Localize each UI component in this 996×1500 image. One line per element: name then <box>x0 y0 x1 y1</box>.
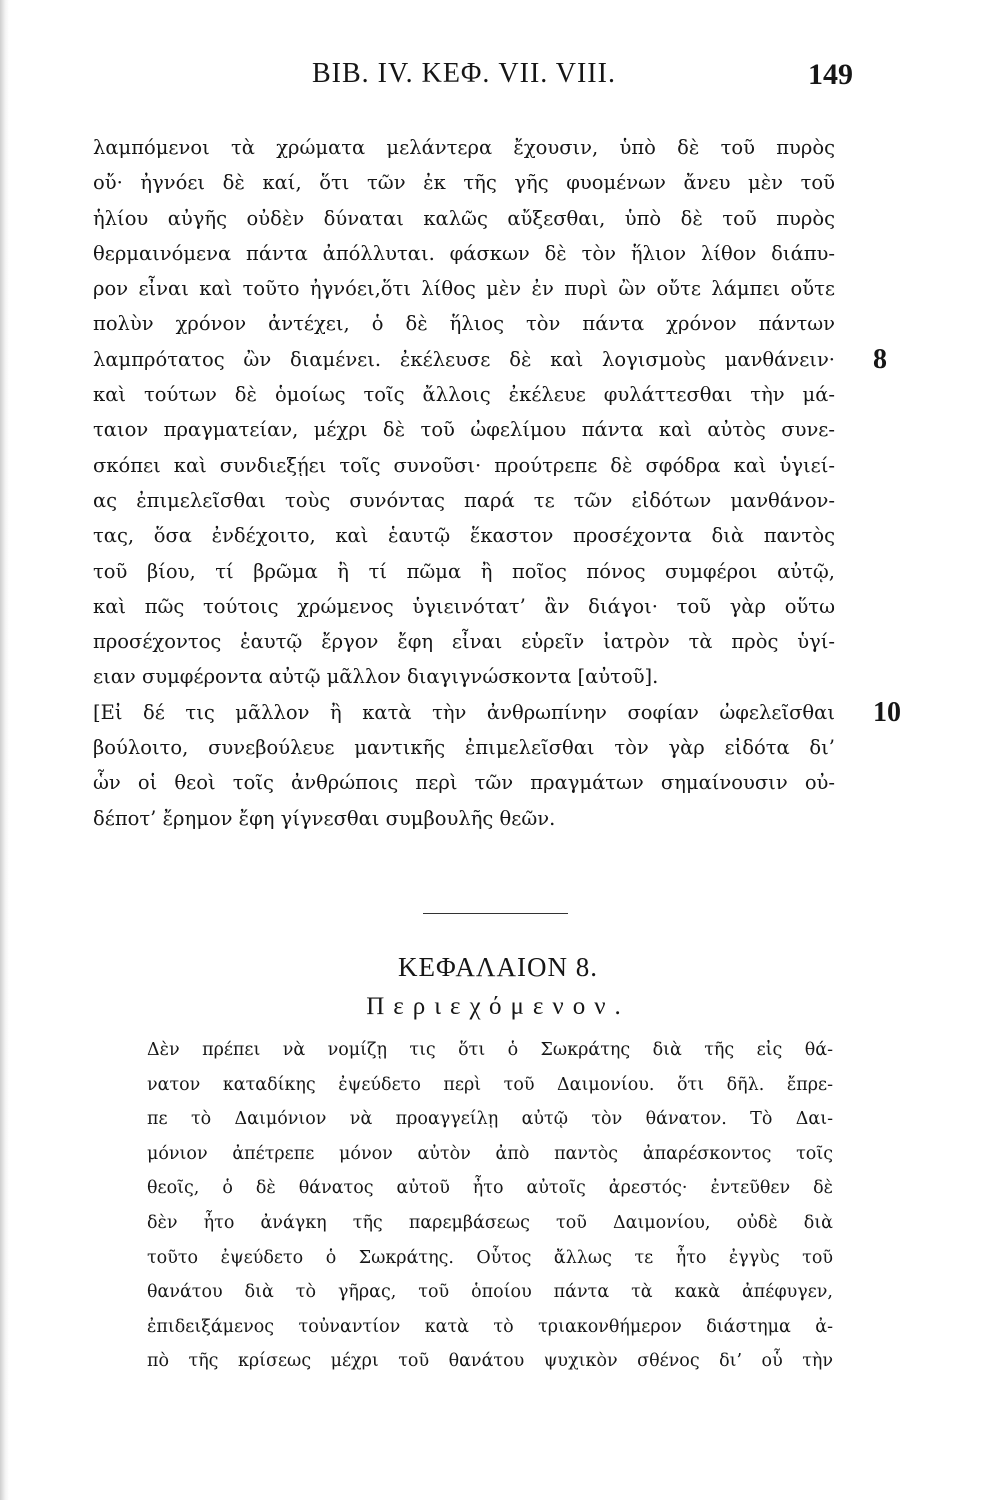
text-line: ας ἐπιμελεῖσθαι τοὺς συνόντας παρά τε τῶν εἰδότων μανθάνον- <box>93 488 835 512</box>
summary-line: τοῦτο ἐψεύδετο ὁ Σωκράτης. Οὗτος ἄλλως τε ἦτο ἐγγὺς τοῦ <box>147 1247 833 1268</box>
text-line: προσέχοντος ἑαυτῷ ἔργον ἔφη εἶναι εὑρεῖν ἰατρὸν τὰ πρὸς ὑγί- <box>93 630 835 654</box>
text-line: ἡλίου αὐγῆς οὐδὲν δύναται καλῶς αὔξεσθαι, ὑπὸ δὲ τοῦ πυρὸς <box>93 206 835 230</box>
main-text <box>93 130 901 836</box>
summary-line: πε τὸ Δαιμόνιον νὰ προαγγείλῃ αὐτῷ τὸν θάνατον. Τὸ Δαι- <box>147 1109 833 1130</box>
section-number-10: 10 <box>873 696 901 728</box>
summary-line: νατον καταδίκης ἐψεύδετο περὶ τοῦ Δαιμονίου. ὅτι δῆλ. ἔπρε- <box>147 1074 833 1095</box>
text-line: λαμπρότατος ὢν διαμένει. ἐκέλευσε δὲ καὶ λογισμοὺς μανθάνειν· <box>93 347 835 371</box>
chapter-title: ΚΕΦΑΛΑΙΟΝ 8. <box>398 952 598 982</box>
text-line: λαμπόμενοι τὰ χρώματα μελάντερα ἔχουσιν, ὑπὸ δὲ τοῦ πυρὸς <box>93 136 835 159</box>
summary-line: μόνιον ἀπέτρεπε μόνον αὐτὸν ἀπὸ παντὸς ἀπαρέσκοντος τοῖς <box>147 1143 833 1164</box>
text-line: ειαν συμφέροντα αὐτῷ μᾶλλον διαγιγνώσκοντα [αὐτοῦ]. <box>93 665 659 689</box>
text-line: δέποτ’ ἔρημον ἔφη γίγνεσθαι συμβουλῆς θεῶν. <box>93 806 556 830</box>
summary-line: δὲν ἦτο ἀνάγκη τῆς παρεμβάσεως τοῦ Δαιμονίου, οὐδὲ διὰ <box>147 1212 833 1233</box>
text-line: καὶ τούτων δὲ ὁμοίως τοῖς ἄλλοις ἐκέλευε φυλάττεσθαι τὴν μά- <box>93 383 835 407</box>
section-number-8: 8 <box>873 343 887 375</box>
section-divider <box>423 913 568 914</box>
text-line: ταιον πραγματείαν, μέχρι δὲ τοῦ ὠφελίμου πάντα καὶ αὐτὸς συνε- <box>93 418 835 442</box>
text-line: σκόπει καὶ συνδιεξῄει τοῖς συνοῦσι· προύτρεπε δὲ σφόδρα καὶ ὑγιεί- <box>93 453 835 477</box>
page-number: 149 <box>808 58 853 91</box>
summary-line: ἐπιδειξάμενος τοὐναντίον κατὰ τὸ τριακονθήμερον διάστημα ἀ- <box>147 1316 833 1337</box>
text-line: οὔ· ἠγνόει δὲ καί, ὅτι τῶν ἐκ τῆς γῆς φυομένων ἄνευ μὲν τοῦ <box>93 171 835 195</box>
text-line: πολὺν χρόνον ἀντέχει, ὁ δὲ ἥλιος τὸν πάντα χρόνον πάντων <box>93 312 835 336</box>
text-line: [Εἰ δέ τις μᾶλλον ἢ κατὰ τὴν ἀνθρωπίνην σοφίαν ὠφελεῖσθαι <box>93 700 835 724</box>
text-line: καὶ πῶς τούτοις χρώμενος ὑγιεινότατ’ ἂν διάγοι· τοῦ γὰρ οὕτω <box>93 594 835 618</box>
text-line: θερμαινόμενα πάντα ἀπόλλυται. φάσκων δὲ τὸν ἥλιον λίθον διάπυ- <box>93 241 835 265</box>
summary-line: πὸ τῆς κρίσεως μέχρι τοῦ θανάτου ψυχικὸν σθένος δι’ οὗ τὴν <box>147 1351 833 1372</box>
text-line-section-8 <box>93 342 887 377</box>
page-edge-shadow <box>0 0 9 1500</box>
text-line: τοῦ βίου, τί βρῶμα ἢ τί πῶμα ἢ ποῖος πόνος συμφέροι αὐτῷ, <box>93 559 835 583</box>
chapter-subtitle: Περιεχόμενον. <box>366 993 630 1020</box>
text-line: τας, ὅσα ἐνδέχοιτο, καὶ ἑαυτῷ ἕκαστον προσέχοντα διὰ παντὸς <box>93 524 835 548</box>
text-line: ρον εἶναι καὶ τοῦτο ἠγνόει,ὅτι λίθος μὲν ἐν πυρὶ ὢν οὔτε λάμπει οὔτε <box>93 277 835 301</box>
text-line: ὧν οἱ θεοὶ τοῖς ἀνθρώποις περὶ τῶν πραγμάτων σημαίνουσιν οὐ- <box>93 771 835 795</box>
text-line: βούλοιτο, συνεβούλευε μαντικῆς ἐπιμελεῖσθαι τὸν γὰρ εἰδότα δι’ <box>93 736 835 760</box>
summary-line: Δὲν πρέπει νὰ νομίζῃ τις ὅτι ὁ Σωκράτης διὰ τῆς εἰς θά- <box>147 1040 833 1060</box>
running-head: BIB. IV. ΚΕΦ. VII. VIII. <box>312 58 616 89</box>
summary-line: θανάτου διὰ τὸ γῆρας, τοῦ ὁποίου πάντα τὰ κακὰ ἀπέφυγεν, <box>147 1282 833 1303</box>
chapter-summary <box>147 1033 833 1379</box>
summary-line: θεοῖς, ὁ δὲ θάνατος αὐτοῦ ἦτο αὐτοῖς ἀρεστός· ἐντεῦθεν δὲ <box>147 1178 833 1199</box>
text-line-section-10 <box>93 695 901 730</box>
page-header <box>0 58 996 98</box>
